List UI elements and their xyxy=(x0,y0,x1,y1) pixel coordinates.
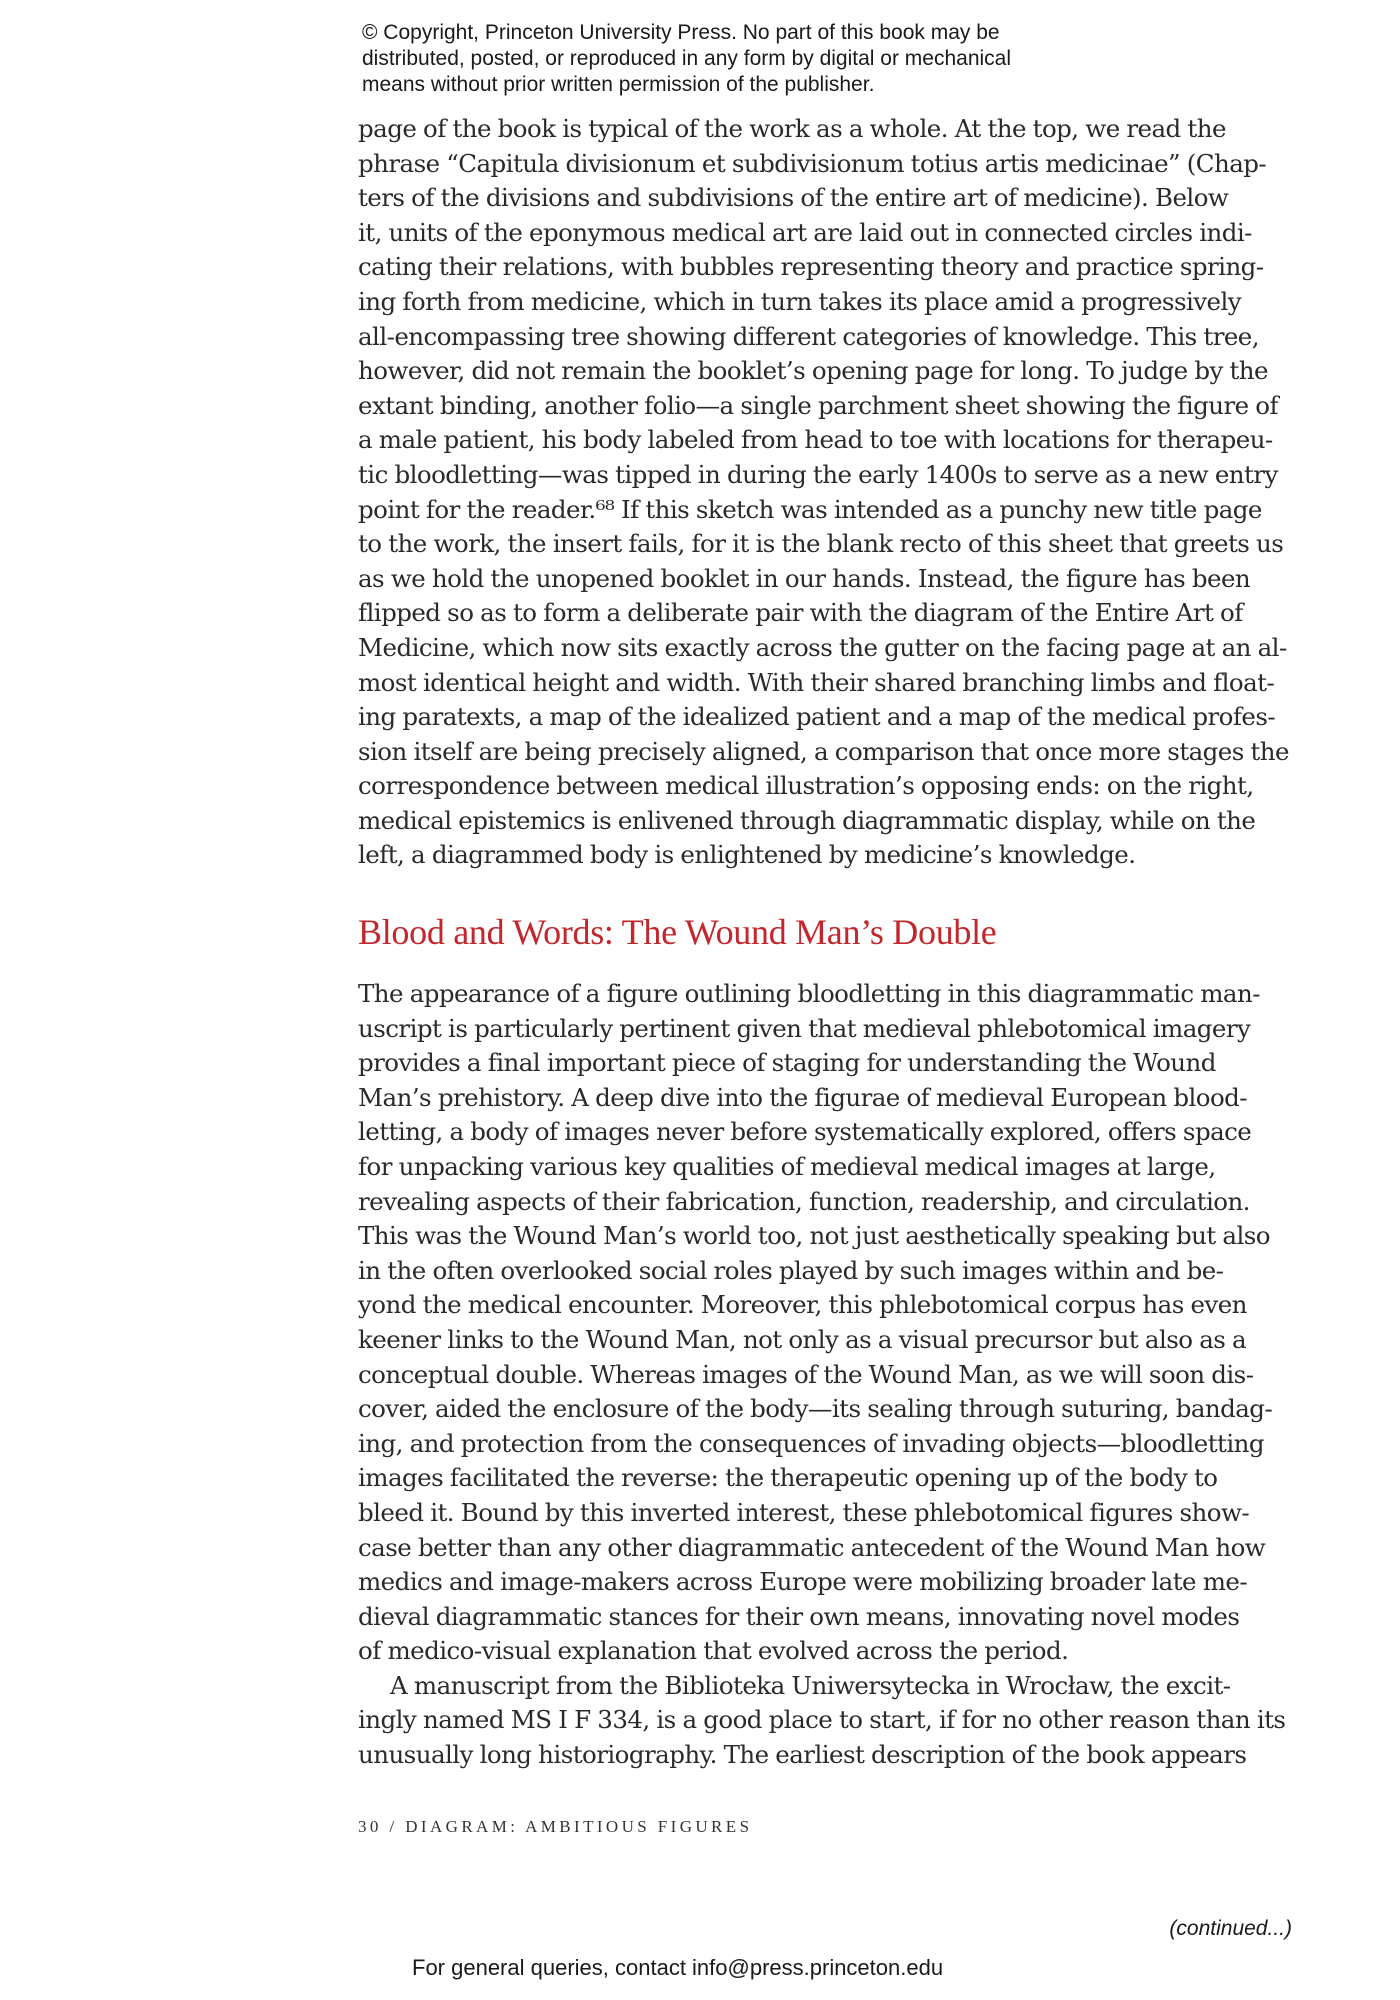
text-line: point for the reader.⁶⁸ If this sketch was intended as a punchy new title page xyxy=(358,494,1262,524)
text-line: This was the Wound Man’s world too, not just aesthetically speaking but also xyxy=(358,1221,1270,1251)
text-line: cover, aided the enclosure of the body—its sealing through suturing, bandag- xyxy=(358,1394,1273,1424)
text-line: bleed it. Bound by this inverted interest, these phlebotomical figures show- xyxy=(358,1497,1250,1527)
copyright-line: © Copyright, Princeton University Press. No part of this book may be xyxy=(362,21,1000,44)
text-line: Medicine, which now sits exactly across the gutter on the facing page at an al- xyxy=(358,632,1287,662)
text-line: Man’s prehistory. A deep dive into the figurae of medieval European blood- xyxy=(358,1082,1248,1112)
body-section xyxy=(358,977,1286,1773)
text-line: uscript is particularly pertinent given that medieval phlebotomical imagery xyxy=(358,1013,1251,1043)
text-line: case better than any other diagrammatic antecedent of the Wound Man how xyxy=(358,1532,1266,1562)
text-line: left, a diagrammed body is enlightened by medicine’s knowledge. xyxy=(358,840,1136,870)
copyright-line: distributed, posted, or reproduced in any form by digital or mechanical xyxy=(362,47,1012,70)
text-line: ing, and protection from the consequences of invading objects—bloodletting xyxy=(358,1428,1264,1458)
body-paragraph-continued xyxy=(358,112,1289,873)
text-line: of medico-visual explanation that evolved across the period. xyxy=(358,1636,1069,1666)
text-line: unusually long historiography. The earliest description of the book appears xyxy=(358,1740,1247,1770)
text-line: cating their relations, with bubbles representing theory and practice spring- xyxy=(358,252,1264,282)
copyright-notice xyxy=(362,20,1082,98)
section-heading: Blood and Words: The Wound Man’s Double xyxy=(358,912,997,952)
text-line: sion itself are being precisely aligned, a comparison that once more stages the xyxy=(358,736,1289,766)
text-line: dieval diagrammatic stances for their own means, innovating novel modes xyxy=(358,1601,1240,1631)
text-line: phrase “Capitula divisionum et subdivisionum totius artis medicinae” (Chap- xyxy=(358,148,1267,178)
text-line: all-encompassing tree showing different categories of knowledge. This tree, xyxy=(358,321,1259,351)
text-line: flipped so as to form a deliberate pair with the diagram of the Entire Art of xyxy=(358,598,1243,628)
text-line: conceptual double. Whereas images of the Wound Man, as we will soon dis- xyxy=(358,1359,1254,1389)
text-line: A manuscript from the Biblioteka Uniwersytecka in Wrocław, the excit- xyxy=(390,1670,1231,1700)
text-line: most identical height and width. With their shared branching limbs and float- xyxy=(358,667,1275,697)
text-line: keener links to the Wound Man, not only as a visual precursor but also as a xyxy=(358,1324,1247,1354)
text-line: revealing aspects of their fabrication, function, readership, and circulation. xyxy=(358,1186,1250,1216)
text-line: as we hold the unopened booklet in our hands. Instead, the figure has been xyxy=(358,563,1251,593)
continued-note: (continued...) xyxy=(1169,1917,1292,1940)
text-line: ters of the divisions and subdivisions of the entire art of medicine). Below xyxy=(358,183,1229,213)
text-line: tic bloodletting—was tipped in during the early 1400s to serve as a new entry xyxy=(358,459,1278,489)
text-line: for unpacking various key qualities of medieval medical images at large, xyxy=(358,1151,1216,1181)
text-line: to the work, the insert fails, for it is the blank recto of this sheet that greets us xyxy=(358,529,1284,559)
text-line: medics and image-makers across Europe were mobilizing broader late me- xyxy=(358,1567,1248,1597)
text-line: page of the book is typical of the work as a whole. At the top, we read the xyxy=(358,114,1226,143)
text-line: ingly named MS I F 334, is a good place to start, if for no other reason than its xyxy=(358,1705,1286,1735)
running-footer: 30 / DIAGRAM: AMBITIOUS FIGURES xyxy=(358,1817,753,1836)
text-line: provides a final important piece of staging for understanding the Wound xyxy=(358,1048,1216,1078)
copyright-line: means without prior written permission of the publisher. xyxy=(362,73,875,96)
text-line: letting, a body of images never before systematically explored, offers space xyxy=(358,1117,1252,1147)
text-line: ing paratexts, a map of the idealized patient and a map of the medical profes- xyxy=(358,702,1276,732)
text-line: it, units of the eponymous medical art are laid out in connected circles indi- xyxy=(358,217,1252,247)
text-line: extant binding, another folio—a single parchment sheet showing the figure of xyxy=(358,390,1279,420)
text-line: medical epistemics is enlivened through diagrammatic display, while on the xyxy=(358,805,1256,835)
text-line: yond the medical encounter. Moreover, this phlebotomical corpus has even xyxy=(358,1290,1247,1320)
text-line: a male patient, his body labeled from head to toe with locations for therapeu- xyxy=(358,425,1273,455)
text-line: ing forth from medicine, which in turn takes its place amid a progressively xyxy=(358,286,1242,316)
text-line: correspondence between medical illustration’s opposing ends: on the right, xyxy=(358,771,1254,801)
text-line: The appearance of a figure outlining bloodletting in this diagrammatic man- xyxy=(358,979,1260,1008)
text-line: however, did not remain the booklet’s opening page for long. To judge by the xyxy=(358,356,1268,386)
contact-line: For general queries, contact info@press.princeton.edu xyxy=(412,1955,944,1980)
text-line: images facilitated the reverse: the therapeutic opening up of the body to xyxy=(358,1463,1218,1493)
text-line: in the often overlooked social roles played by such images within and be- xyxy=(358,1255,1224,1285)
